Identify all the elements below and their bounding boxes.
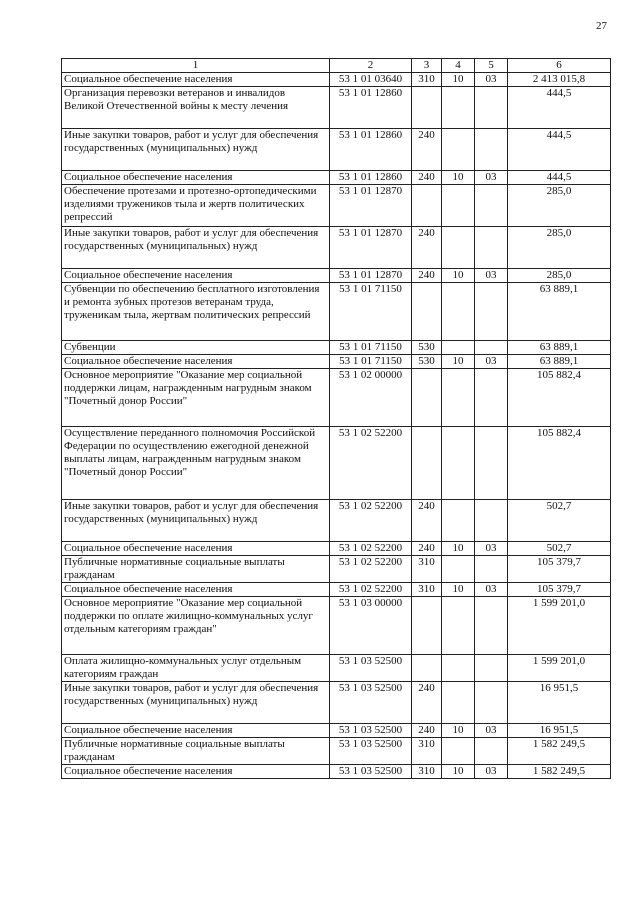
- row-rz-cell: 10: [442, 73, 475, 87]
- table-row: [62, 87, 611, 129]
- row-vr-cell: 240: [412, 500, 442, 542]
- header-cell-2: 2: [330, 59, 412, 73]
- row-rz-cell: [442, 185, 475, 227]
- row-name-cell: Публичные нормативные социальные выплаты гражданам: [62, 738, 330, 765]
- row-amount-cell: 285,0: [508, 185, 611, 227]
- row-vr-cell: [412, 597, 442, 655]
- row-name-cell: Иные закупки товаров, работ и услуг для обеспечения государственных (муниципальных) нужд: [62, 227, 330, 269]
- row-name-cell: Социальное обеспечение населения: [62, 583, 330, 597]
- row-code-cell: 53 1 03 52500: [330, 724, 412, 738]
- row-pr-cell: 03: [475, 765, 508, 779]
- row-name-cell: Публичные нормативные социальные выплаты гражданам: [62, 556, 330, 583]
- row-rz-cell: [442, 682, 475, 724]
- row-rz-cell: [442, 129, 475, 171]
- row-amount-cell: 1 599 201,0: [508, 597, 611, 655]
- row-vr-cell: [412, 369, 442, 427]
- table-row: [62, 73, 611, 87]
- row-pr-cell: [475, 597, 508, 655]
- row-code-cell: 53 1 01 12870: [330, 185, 412, 227]
- row-name-cell: Иные закупки товаров, работ и услуг для обеспечения государственных (муниципальных) нужд: [62, 129, 330, 171]
- header-cell-3: 3: [412, 59, 442, 73]
- row-code-cell: 53 1 03 52500: [330, 682, 412, 724]
- row-amount-cell: 1 599 201,0: [508, 655, 611, 682]
- table-row: [62, 283, 611, 341]
- row-pr-cell: 03: [475, 355, 508, 369]
- row-code-cell: 53 1 01 12860: [330, 129, 412, 171]
- row-vr-cell: 240: [412, 724, 442, 738]
- row-vr-cell: 310: [412, 738, 442, 765]
- row-rz-cell: [442, 87, 475, 129]
- row-amount-cell: 285,0: [508, 227, 611, 269]
- row-code-cell: 53 1 03 52500: [330, 765, 412, 779]
- row-code-cell: 53 1 03 52500: [330, 738, 412, 765]
- table-row: [62, 583, 611, 597]
- table-row: [62, 427, 611, 500]
- row-code-cell: 53 1 02 52200: [330, 583, 412, 597]
- row-vr-cell: 240: [412, 171, 442, 185]
- row-amount-cell: 1 582 249,5: [508, 765, 611, 779]
- row-pr-cell: [475, 500, 508, 542]
- row-code-cell: 53 1 01 12870: [330, 269, 412, 283]
- row-name-cell: Социальное обеспечение населения: [62, 542, 330, 556]
- row-rz-cell: [442, 227, 475, 269]
- row-name-cell: Социальное обеспечение населения: [62, 724, 330, 738]
- row-amount-cell: 444,5: [508, 129, 611, 171]
- row-name-cell: Социальное обеспечение населения: [62, 73, 330, 87]
- page-number: 27: [596, 20, 607, 32]
- row-amount-cell: 16 951,5: [508, 682, 611, 724]
- row-amount-cell: 63 889,1: [508, 341, 611, 355]
- row-amount-cell: 105 379,7: [508, 583, 611, 597]
- row-vr-cell: 310: [412, 556, 442, 583]
- row-pr-cell: [475, 87, 508, 129]
- table-row: [62, 597, 611, 655]
- row-vr-cell: 240: [412, 269, 442, 283]
- table-row: [62, 171, 611, 185]
- row-amount-cell: 502,7: [508, 542, 611, 556]
- table-row: [62, 185, 611, 227]
- row-amount-cell: 502,7: [508, 500, 611, 542]
- header-cell-5: 5: [475, 59, 508, 73]
- row-pr-cell: [475, 185, 508, 227]
- row-rz-cell: [442, 283, 475, 341]
- table-row: [62, 355, 611, 369]
- row-code-cell: 53 1 02 52200: [330, 500, 412, 542]
- row-vr-cell: [412, 427, 442, 500]
- row-name-cell: Обеспечение протезами и протезно-ортопедическими изделиями тружеников тыла и жертв политических репрессий: [62, 185, 330, 227]
- row-amount-cell: 285,0: [508, 269, 611, 283]
- row-rz-cell: 10: [442, 724, 475, 738]
- row-name-cell: Социальное обеспечение населения: [62, 171, 330, 185]
- header-cell-6: 6: [508, 59, 611, 73]
- row-pr-cell: [475, 283, 508, 341]
- row-amount-cell: 63 889,1: [508, 283, 611, 341]
- row-code-cell: 53 1 02 00000: [330, 369, 412, 427]
- row-vr-cell: 530: [412, 341, 442, 355]
- row-code-cell: 53 1 02 52200: [330, 427, 412, 500]
- row-rz-cell: 10: [442, 765, 475, 779]
- row-vr-cell: 310: [412, 765, 442, 779]
- row-code-cell: 53 1 01 71150: [330, 341, 412, 355]
- row-vr-cell: [412, 87, 442, 129]
- header-row: [62, 59, 611, 73]
- row-pr-cell: [475, 556, 508, 583]
- row-pr-cell: [475, 682, 508, 724]
- row-rz-cell: 10: [442, 542, 475, 556]
- row-name-cell: Осуществление переданного полномочия Российской Федерации по осуществлению ежегодной денежной выплаты лицам, награжденным нагрудным знаком "Почетный донор России": [62, 427, 330, 500]
- row-pr-cell: 03: [475, 724, 508, 738]
- row-pr-cell: [475, 227, 508, 269]
- row-code-cell: 53 1 02 52200: [330, 542, 412, 556]
- row-rz-cell: [442, 738, 475, 765]
- row-rz-cell: [442, 597, 475, 655]
- table-body: [62, 73, 611, 779]
- row-pr-cell: [475, 427, 508, 500]
- table-row: [62, 682, 611, 724]
- table-row: [62, 227, 611, 269]
- table-row: [62, 738, 611, 765]
- budget-table: [61, 58, 611, 779]
- row-amount-cell: 105 379,7: [508, 556, 611, 583]
- row-name-cell: Оплата жилищно-коммунальных услуг отдельным категориям граждан: [62, 655, 330, 682]
- row-amount-cell: 1 582 249,5: [508, 738, 611, 765]
- table-row: [62, 542, 611, 556]
- row-pr-cell: [475, 129, 508, 171]
- row-rz-cell: 10: [442, 171, 475, 185]
- table-row: [62, 269, 611, 283]
- row-name-cell: Организация перевозки ветеранов и инвалидов Великой Отечественной войны к месту лечения: [62, 87, 330, 129]
- table-row: [62, 129, 611, 171]
- table-row: [62, 765, 611, 779]
- row-vr-cell: 310: [412, 583, 442, 597]
- table-row: [62, 341, 611, 355]
- table-row: [62, 724, 611, 738]
- row-pr-cell: [475, 369, 508, 427]
- row-vr-cell: 310: [412, 73, 442, 87]
- row-rz-cell: [442, 500, 475, 542]
- row-vr-cell: [412, 185, 442, 227]
- row-vr-cell: [412, 283, 442, 341]
- row-rz-cell: 10: [442, 583, 475, 597]
- row-name-cell: Субвенции: [62, 341, 330, 355]
- row-rz-cell: [442, 655, 475, 682]
- row-rz-cell: [442, 556, 475, 583]
- row-name-cell: Социальное обеспечение населения: [62, 765, 330, 779]
- row-amount-cell: 2 413 015,8: [508, 73, 611, 87]
- row-amount-cell: 444,5: [508, 87, 611, 129]
- row-vr-cell: [412, 655, 442, 682]
- row-amount-cell: 444,5: [508, 171, 611, 185]
- row-code-cell: 53 1 02 52200: [330, 556, 412, 583]
- row-pr-cell: [475, 738, 508, 765]
- row-code-cell: 53 1 01 03640: [330, 73, 412, 87]
- row-pr-cell: 03: [475, 542, 508, 556]
- row-code-cell: 53 1 03 52500: [330, 655, 412, 682]
- row-name-cell: Социальное обеспечение населения: [62, 269, 330, 283]
- row-name-cell: Иные закупки товаров, работ и услуг для обеспечения государственных (муниципальных) нужд: [62, 682, 330, 724]
- row-rz-cell: [442, 341, 475, 355]
- row-vr-cell: 240: [412, 129, 442, 171]
- row-name-cell: Социальное обеспечение населения: [62, 355, 330, 369]
- row-name-cell: Субвенции по обеспечению бесплатного изготовления и ремонта зубных протезов ветеранам труда, труженикам тыла, жертвам политических репрессий: [62, 283, 330, 341]
- row-vr-cell: 530: [412, 355, 442, 369]
- row-code-cell: 53 1 01 71150: [330, 355, 412, 369]
- row-code-cell: 53 1 01 12870: [330, 227, 412, 269]
- table-row: [62, 655, 611, 682]
- row-vr-cell: 240: [412, 682, 442, 724]
- row-amount-cell: 105 882,4: [508, 369, 611, 427]
- table-row: [62, 500, 611, 542]
- row-pr-cell: 03: [475, 73, 508, 87]
- row-amount-cell: 16 951,5: [508, 724, 611, 738]
- row-code-cell: 53 1 03 00000: [330, 597, 412, 655]
- row-code-cell: 53 1 01 71150: [330, 283, 412, 341]
- header-cell-1: 1: [62, 59, 330, 73]
- row-name-cell: Основное мероприятие "Оказание мер социальной поддержки лицам, награжденным нагрудным знаком "Почетный донор России": [62, 369, 330, 427]
- row-vr-cell: 240: [412, 227, 442, 269]
- table-row: [62, 369, 611, 427]
- row-name-cell: Основное мероприятие "Оказание мер социальной поддержки по оплате жилищно-коммунальных услуг отдельным категориям граждан": [62, 597, 330, 655]
- table-row: [62, 556, 611, 583]
- row-pr-cell: 03: [475, 583, 508, 597]
- row-pr-cell: [475, 341, 508, 355]
- row-rz-cell: 10: [442, 355, 475, 369]
- header-cell-4: 4: [442, 59, 475, 73]
- row-pr-cell: 03: [475, 269, 508, 283]
- row-rz-cell: [442, 427, 475, 500]
- row-name-cell: Иные закупки товаров, работ и услуг для обеспечения государственных (муниципальных) нужд: [62, 500, 330, 542]
- row-vr-cell: 240: [412, 542, 442, 556]
- row-amount-cell: 63 889,1: [508, 355, 611, 369]
- row-code-cell: 53 1 01 12860: [330, 171, 412, 185]
- row-amount-cell: 105 882,4: [508, 427, 611, 500]
- row-rz-cell: 10: [442, 269, 475, 283]
- row-rz-cell: [442, 369, 475, 427]
- row-pr-cell: 03: [475, 171, 508, 185]
- row-code-cell: 53 1 01 12860: [330, 87, 412, 129]
- row-pr-cell: [475, 655, 508, 682]
